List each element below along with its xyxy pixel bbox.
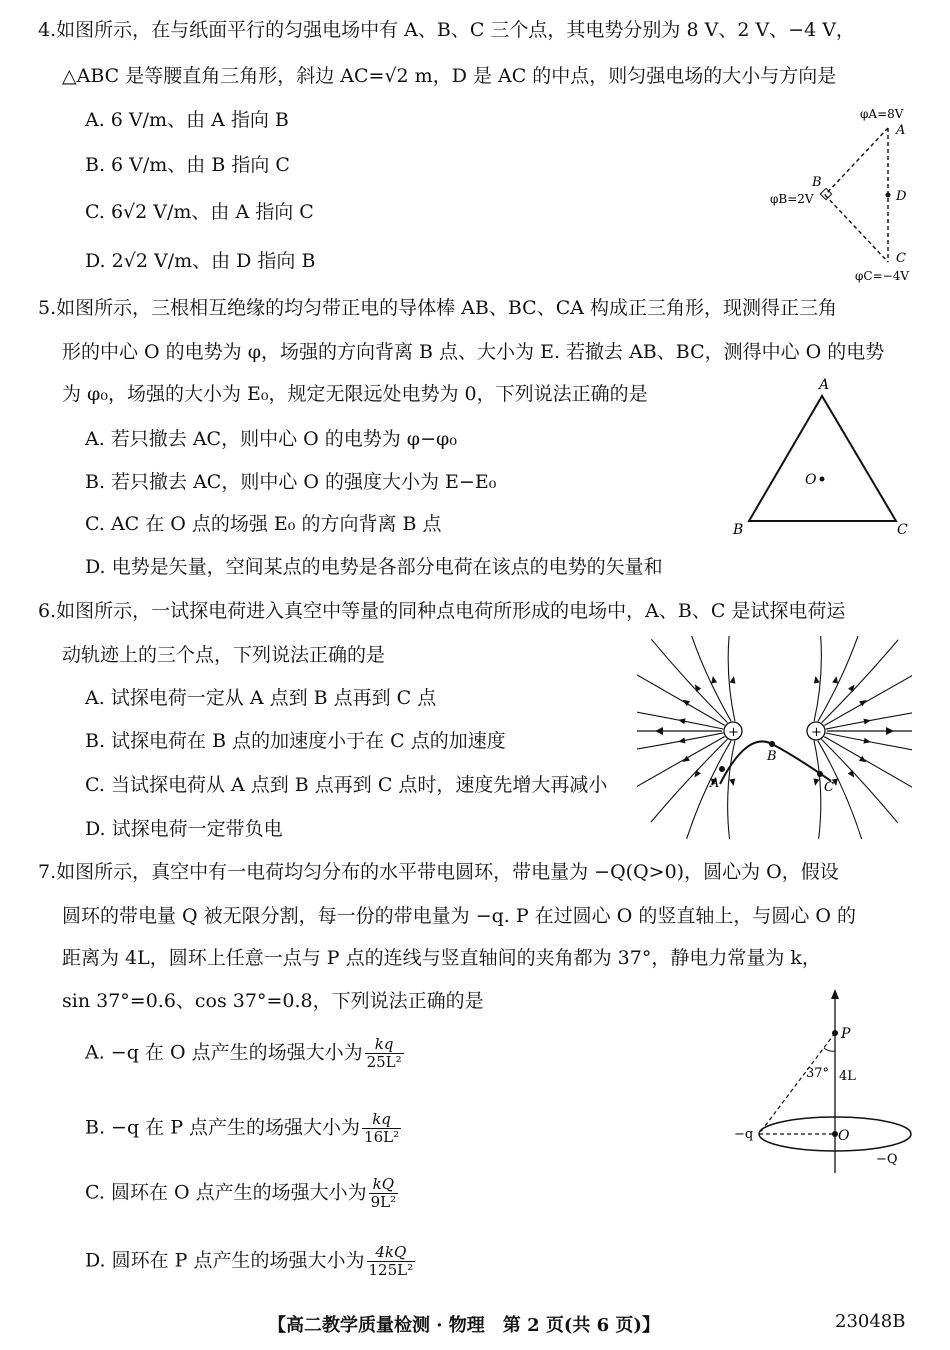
field-line [826, 733, 912, 753]
q6-field-lines-figure [637, 636, 912, 841]
q7-option-b [85, 1111, 401, 1146]
field-line [728, 741, 735, 839]
fraction-denominator: 16L² [364, 1128, 400, 1146]
field-arrow [812, 778, 819, 786]
q4-point-d: D [896, 189, 907, 204]
field-lines [637, 636, 912, 839]
q6-option-c: C. 当试探电荷从 A 点到 B 点再到 C 点时，速度先增大再减小 [85, 774, 608, 796]
fraction-numerator: kq [365, 1036, 404, 1054]
q7-center-o: O [838, 1128, 850, 1144]
q7-angle-label: 37° [806, 1066, 830, 1081]
q6-option-d: D. 试探电荷一定带负电 [85, 818, 283, 840]
q4-stem-line1: 4.如图所示，在与纸面平行的匀强电场中有 A、B、C 三个点，其电势分别为 8 V、2 V、−4 V， [38, 19, 855, 41]
field-line [637, 733, 723, 752]
q5-option-d: D. 电势是矢量，空间某点的电势是各部分电荷在该点的电势的矢量和 [85, 556, 663, 578]
q6-option-b: B. 试探电荷在 B 点的加速度小于在 C 点的加速度 [85, 730, 506, 752]
q7-stem-line1: 7.如图所示，真空中有一电荷均匀分布的水平带电圆环，带电量为 −Q(Q>0)，圆心为 O，假设 [38, 861, 839, 883]
q5-option-b: B. 若只撤去 AC，则中心 O 的强度大小为 E−E₀ [85, 471, 497, 493]
field-line [824, 670, 912, 725]
q7-stem-line4: sin 37°=0.6、cos 37°=0.8，下列说法正确的是 [62, 990, 484, 1012]
q6-point-a: A [710, 776, 720, 791]
field-arrow [730, 676, 737, 684]
q6-point-c: C [824, 780, 834, 795]
q4-stem-line2: △ABC 是等腰直角三角形，斜边 AC=√2 m，D 是 AC 的中点，则匀强电场的大小与方向是 [62, 65, 837, 87]
q7-distance-label: 4L [839, 1069, 856, 1084]
q4-phiC-label: φC=−4V [855, 269, 909, 283]
field-arrow [813, 675, 820, 683]
q7-option-d-fraction [367, 1244, 416, 1279]
q5-option-c: C. AC 在 O 点的场强 E₀ 的方向背离 B 点 [85, 513, 442, 535]
q4-triangle-figure [760, 100, 940, 290]
charge-right-sign: + [811, 725, 822, 740]
q7-ring-charge-label: −Q [876, 1152, 898, 1167]
q7-option-d-text: D. 圆环在 P 点产生的场强大小为 [85, 1249, 365, 1272]
q5-vertex-a: A [819, 377, 830, 393]
q4-option-a: A. 6 V/m、由 A 指向 B [85, 109, 289, 131]
q5-stem-line3: 为 φ₀，场强的大小为 E₀，规定无限远处电势为 0，下列说法正确的是 [62, 383, 648, 405]
field-line [637, 709, 723, 729]
q7-option-a-text: A. −q 在 O 点产生的场强大小为 [85, 1041, 363, 1064]
q7-option-d [85, 1244, 415, 1279]
q7-option-c-fraction [369, 1176, 399, 1211]
fraction-denominator: 125L² [368, 1261, 414, 1279]
q4-point-c: C [896, 251, 906, 266]
q7-option-a-fraction [365, 1036, 404, 1071]
q7-point-p: P [841, 1026, 851, 1042]
q7-option-a [85, 1036, 404, 1071]
q4-option-d: D. 2√2 V/m、由 D 指向 B [85, 250, 316, 272]
q5-vertex-b: B [733, 522, 744, 538]
fraction-numerator: kq [362, 1111, 401, 1129]
fraction-numerator: kQ [369, 1176, 399, 1194]
q6-point-b: B [767, 749, 777, 764]
q5-triangle-figure [725, 372, 925, 542]
field-line [824, 737, 912, 793]
q4-option-c: C. 6√2 V/m、由 A 指向 C [85, 201, 314, 223]
q4-option-b: B. 6 V/m、由 B 指向 C [85, 154, 290, 176]
field-line [818, 636, 862, 721]
q5-stem-line1: 5.如图所示，三根相互绝缘的均匀带正电的导体棒 AB、BC、CA 构成正三角形，现测得正三角 [38, 297, 838, 319]
q7-charge-q-label: −q [734, 1127, 754, 1142]
q4-phiA-label: φA=8V [860, 107, 904, 121]
q5-vertex-c: C [897, 522, 908, 538]
field-line [637, 670, 725, 726]
q4-point-b: B [812, 175, 822, 190]
field-arrow [729, 779, 736, 787]
field-line [687, 741, 731, 839]
q5-stem-line2: 形的中心 O 的电势为 φ，场强的方向背离 B 点、大小为 E. 若撤去 AB、BC，测得中心 O 的电势 [62, 341, 885, 363]
charge-left-sign: + [728, 725, 739, 740]
q7-option-b-text: B. −q 在 P 点产生的场强大小为 [85, 1116, 361, 1139]
q7-option-c-text: C. 圆环在 O 点产生的场强大小为 [85, 1181, 367, 1204]
field-line [814, 741, 821, 839]
exam-code: 23048B [835, 1311, 906, 1332]
field-line [687, 636, 731, 721]
page-footer: 【高二教学质量检测 · 物理 第 2 页(共 6 页)】 [268, 1315, 660, 1336]
q4-phiB-label: φB=2V [770, 192, 814, 206]
q7-stem-line2: 圆环的带电量 Q 被无限分割，每一份的带电量为 −q. P 在过圆心 O 的竖直轴上，与圆心 O 的 [62, 905, 856, 927]
fraction-denominator: 25L² [366, 1053, 402, 1071]
fraction-numerator: 4kQ [367, 1244, 416, 1262]
fraction-denominator: 9L² [370, 1193, 397, 1211]
q6-option-a: A. 试探电荷一定从 A 点到 B 点再到 C 点 [85, 687, 437, 709]
q6-stem-line1: 6.如图所示，一试探电荷进入真空中等量的同种点电荷所形成的电场中，A、B、C 是试探电荷运 [38, 600, 846, 622]
q7-stem-line3: 距离为 4L，圆环上任意一点与 P 点的连线与竖直轴间的夹角都为 37°，静电力常量为 k， [62, 947, 821, 969]
q5-option-a: A. 若只撤去 AC，则中心 O 的电势为 φ−φ₀ [85, 428, 457, 450]
q7-option-b-fraction [362, 1111, 401, 1146]
q6-stem-line2: 动轨迹上的三个点，下列说法正确的是 [62, 644, 386, 666]
q7-option-c [85, 1176, 398, 1211]
q4-point-a: A [896, 123, 906, 138]
field-line [826, 710, 912, 729]
q7-ring-figure [728, 985, 918, 1180]
q5-center-o: O [805, 472, 817, 488]
